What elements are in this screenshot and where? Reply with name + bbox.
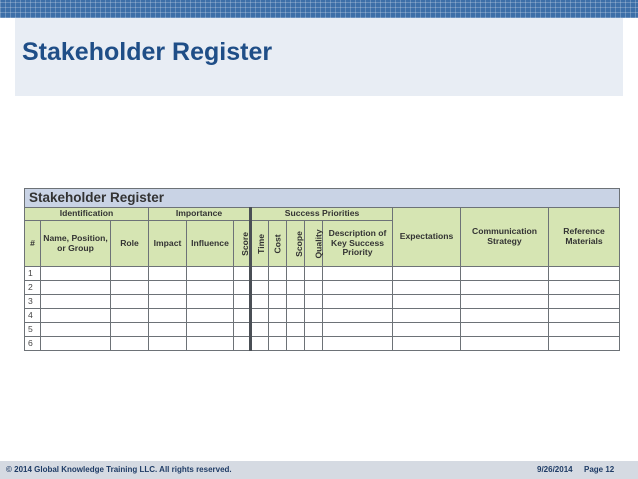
table-cell [549,309,620,323]
table-cell [323,295,393,309]
table-cell [251,295,269,309]
table-cell [305,323,323,337]
table-cell [251,281,269,295]
table-cell [323,337,393,351]
table-cell [287,267,305,281]
row-number: 3 [25,295,41,309]
table-cell [187,267,234,281]
table-cell [187,309,234,323]
table-cell [269,267,287,281]
table-cell [305,267,323,281]
col-cost: Cost [269,221,287,267]
table-cell [234,295,251,309]
table-cell [111,309,149,323]
left-gutter [0,18,15,96]
table-cell [251,337,269,351]
table-cell [549,281,620,295]
table-cell [251,267,269,281]
table-cell [269,337,287,351]
table-cell [41,323,111,337]
row-number: 4 [25,309,41,323]
table-cell [41,281,111,295]
table-cell [461,309,549,323]
table-cell [251,309,269,323]
table-cell [549,295,620,309]
table-cell [269,281,287,295]
col-role: Role [111,221,149,267]
table-cell [111,281,149,295]
top-decorative-stripe [0,0,638,18]
col-impact: Impact [149,221,187,267]
table-cell [305,309,323,323]
col-quality: Quality [305,221,323,267]
table-cell [287,295,305,309]
table-row [25,323,620,337]
col-score: Score [234,221,251,267]
col-time: Time [251,221,269,267]
table-cell [287,309,305,323]
col-reference-materials: Reference Materials [549,208,620,267]
table-cell [149,281,187,295]
table-row [25,295,620,309]
table-row [25,337,620,351]
table-cell [41,309,111,323]
table-cell [269,309,287,323]
row-number: 6 [25,337,41,351]
table-row [25,281,620,295]
table-cell [549,337,620,351]
table-cell [287,281,305,295]
group-importance: Importance [149,208,251,221]
col-name-position-group: Name, Position, or Group [41,221,111,267]
table-cell [393,267,461,281]
slide-title: Stakeholder Register [22,38,273,66]
table-cell [187,323,234,337]
table-cell [111,323,149,337]
table-cell [461,337,549,351]
table-cell [234,309,251,323]
table-cell [111,337,149,351]
table-cell [111,267,149,281]
register-title: Stakeholder Register [25,189,620,208]
col-scope: Scope [287,221,305,267]
table-cell [305,281,323,295]
table-cell [305,337,323,351]
footer-page-number: Page 12 [584,465,615,474]
table-cell [461,323,549,337]
table-row [25,267,620,281]
table-cell [234,267,251,281]
col-communication-strategy: Communication Strategy [461,208,549,267]
table-cell [393,309,461,323]
table-cell [149,323,187,337]
table-cell [393,295,461,309]
table-cell [323,267,393,281]
table-cell [323,323,393,337]
table-cell [41,337,111,351]
table-cell [305,295,323,309]
table-cell [149,309,187,323]
footer-date: 9/26/2014 [537,465,573,474]
table-cell [234,323,251,337]
row-number: 2 [25,281,41,295]
table-cell [393,323,461,337]
table-cell [41,295,111,309]
group-identification: Identification [25,208,149,221]
table-cell [251,323,269,337]
table-cell [461,295,549,309]
table-cell [149,337,187,351]
col-description: Description of Key Success Priority [323,221,393,267]
table-cell [549,267,620,281]
table-row [25,309,620,323]
table-cell [187,295,234,309]
table-cell [393,281,461,295]
table-cell [323,309,393,323]
col-influence: Influence [187,221,234,267]
table-cell [269,295,287,309]
row-number: 5 [25,323,41,337]
stakeholder-register-table [24,188,620,351]
col-expectations: Expectations [393,208,461,267]
col-number: # [25,221,41,267]
table-cell [187,281,234,295]
table-cell [111,295,149,309]
table-cell [41,267,111,281]
table-cell [323,281,393,295]
table-cell [234,281,251,295]
table-cell [234,337,251,351]
footer-copyright: © 2014 Global Knowledge Training LLC. All rights reserved. [6,465,232,474]
group-success-priorities: Success Priorities [251,208,393,221]
table-cell [287,337,305,351]
table-cell [287,323,305,337]
table-cell [187,337,234,351]
table-cell [149,267,187,281]
table-cell [149,295,187,309]
table-cell [393,337,461,351]
table-cell [549,323,620,337]
table-cell [461,281,549,295]
row-number: 1 [25,267,41,281]
table-cell [461,267,549,281]
table-cell [269,323,287,337]
